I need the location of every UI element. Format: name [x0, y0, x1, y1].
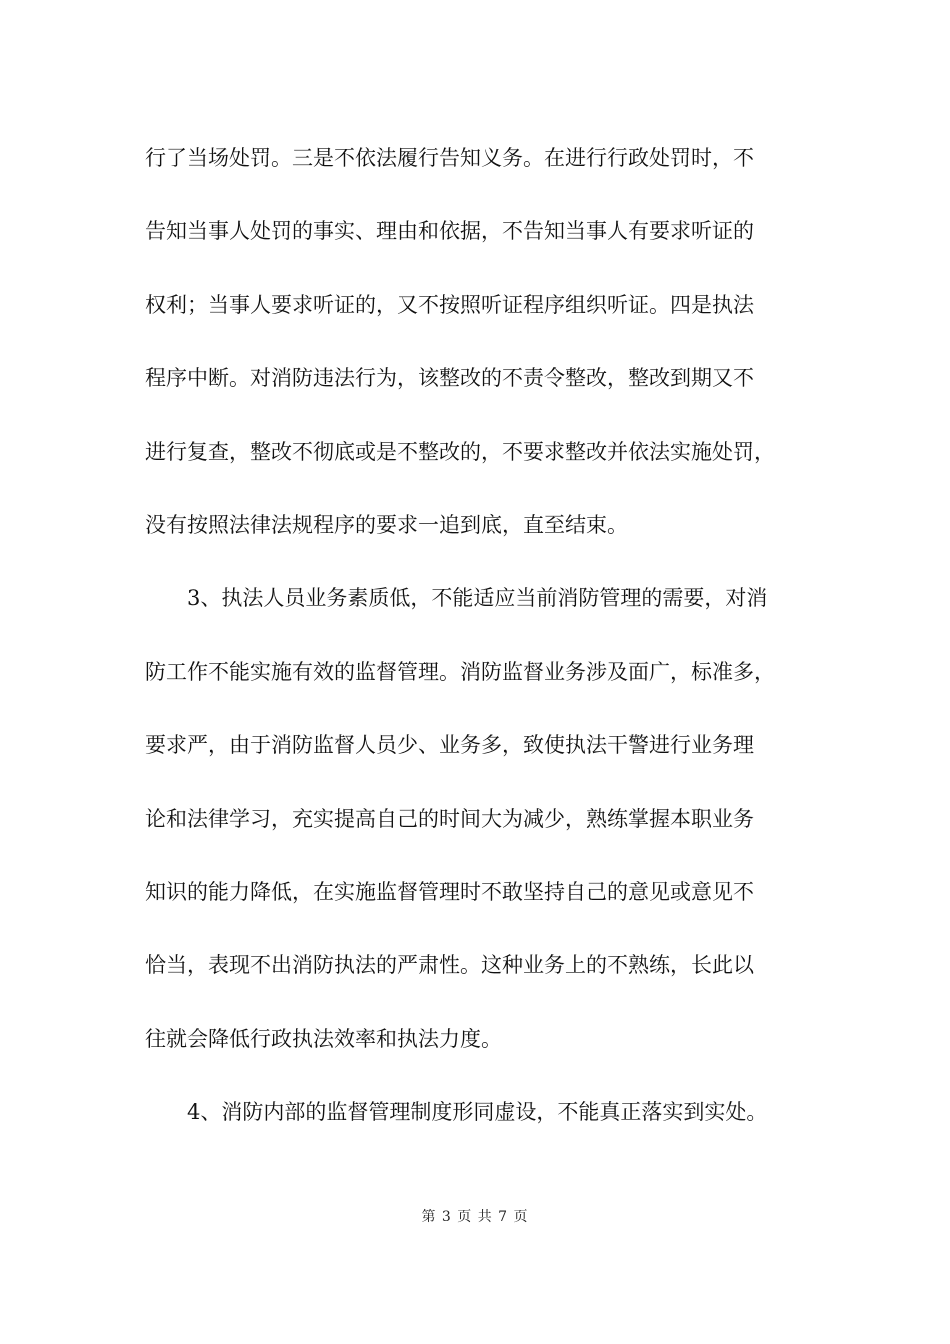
text-line-12: 恰当，表现不出消防执法的严肃性。这种业务上的不熟练，长此以: [145, 953, 754, 978]
text-line-9: 要求严，由于消防监督人员少、业务多，致使执法干警进行业务理: [145, 733, 754, 758]
text-line-1: 行了当场处罚。三是不依法履行告知义务。在进行行政处罚时，不: [145, 146, 754, 170]
text-line-4: 程序中断。对消防违法行为，该整改的不责令整改，整改到期又不: [145, 366, 754, 391]
text-line-10: 论和法律学习，充实提高自己的时间大为减少，熟练掌握本职业务: [145, 806, 754, 831]
text-line-11: 知识的能力降低，在实施监督管理时不敢坚持自己的意见或意见不: [145, 879, 754, 904]
text-line-5: 进行复查，整改不彻底或是不整改的，不要求整改并依法实施处罚，: [145, 439, 775, 464]
text-line-13: 往就会降低行政执法效率和执法力度。: [145, 1026, 502, 1051]
text-line-2: 告知当事人处罚的事实、理由和依据，不告知当事人有要求听证的: [145, 219, 754, 244]
body-text: [145, 132, 820, 1159]
text-line-8: 防工作不能实施有效的监督管理。消防监督业务涉及面广，标准多，: [145, 659, 775, 684]
page-number: 第 3 页 共 7 页: [421, 1209, 529, 1225]
text-line-7-paragraph-3: 3、执法人员业务素质低，不能适应当前消防管理的需要，对消: [187, 586, 768, 611]
text-line-6: 没有按照法律法规程序的要求一追到底，直至结束。: [145, 512, 628, 537]
text-line-3: 权利；当事人要求听证的，又不按照听证程序组织听证。四是执法: [145, 292, 754, 317]
text-line-14-paragraph-4: 4、消防内部的监督管理制度形同虚设，不能真正落实到实处。: [187, 1100, 768, 1125]
